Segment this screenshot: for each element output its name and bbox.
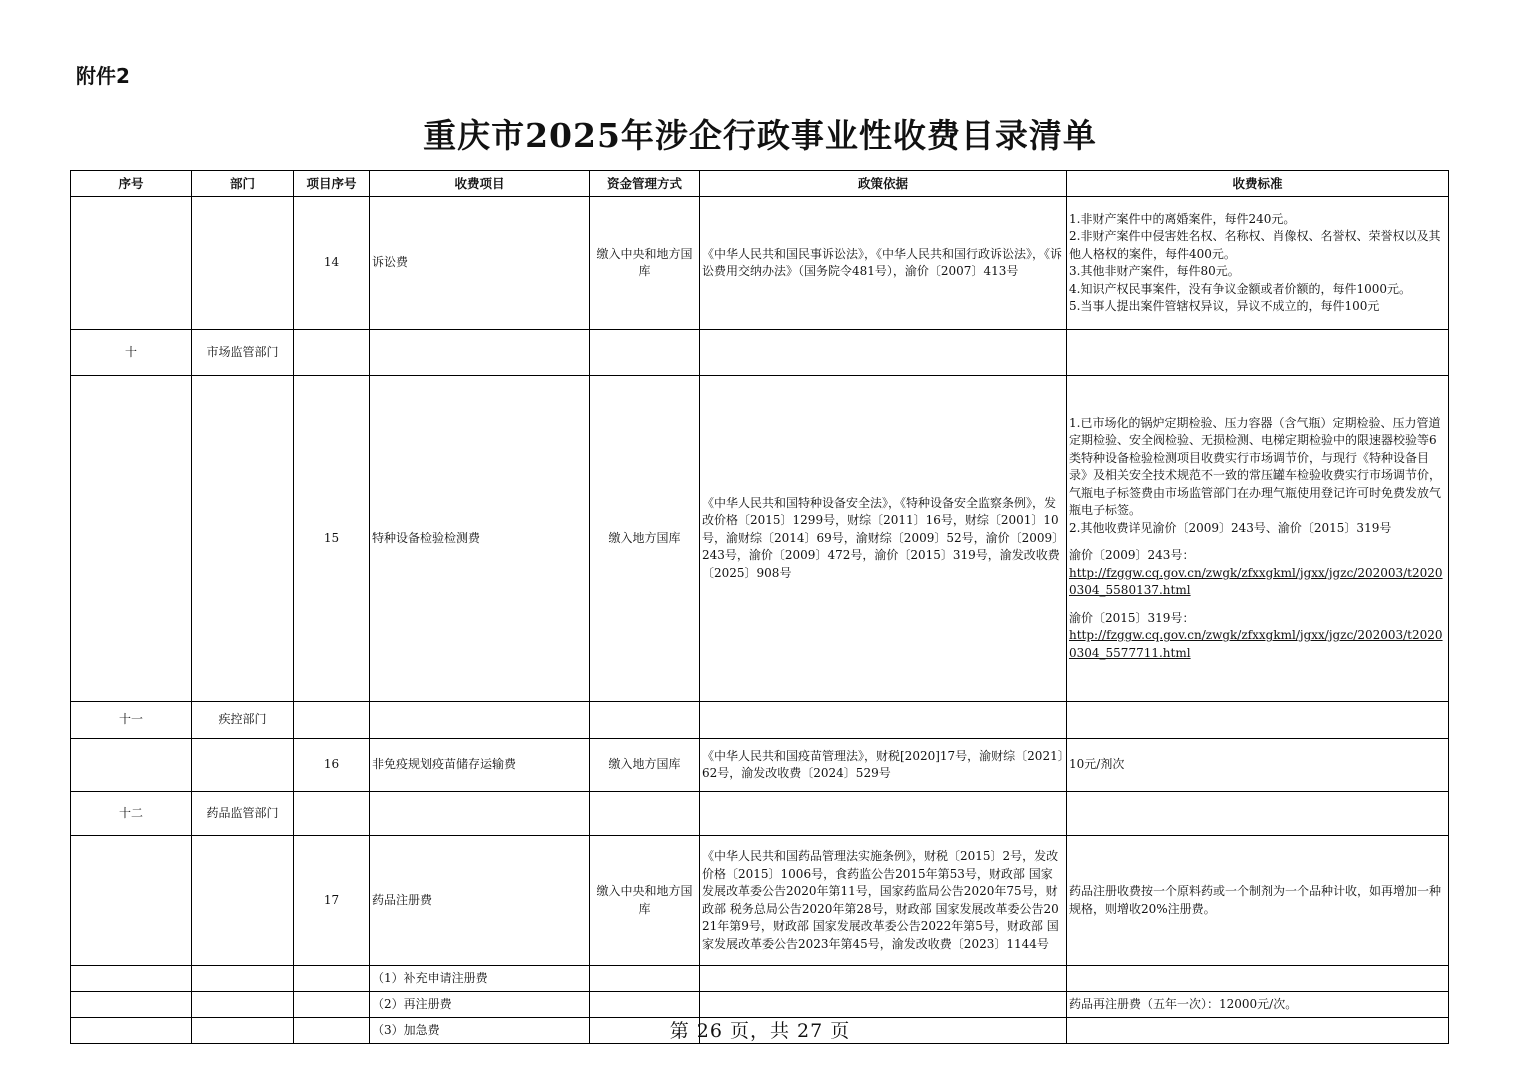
col-header-fund: 资金管理方式 [590, 171, 700, 197]
cell-item-no [294, 966, 370, 992]
policy-link[interactable]: http://fzggw.cq.gov.cn/zwgk/zfxxgkml/jgxx/jgzc/202003/t20200304_5580137.html [1069, 565, 1443, 598]
standard-line: 2.非财产案件中侵害姓名权、名称权、肖像权、名誉权、荣誉权以及其他人格权的案件，每件400元。 [1069, 229, 1441, 261]
table-row [71, 330, 1449, 376]
cell-standard [1067, 702, 1449, 739]
standard-line: 2.其他收费详见渝价〔2009〕243号、渝价〔2015〕319号 [1069, 520, 1392, 535]
cell-basis: 《中华人民共和国药品管理法实施条例》，财税〔2015〕2号，发改价格〔2015〕1006号，食药监公告2015年第53号，财政部 国家发展改革委公告2020年第11号，国家药监局公告2020年75号，财政部 税务总局公告2020年第28号，财政部 国家发展改革委公告2021年第9号，财政部 国家发展改革委公告2022年第5号，财政部 国家发展改革委公告2023年第45号，渝发改收费〔2023〕1144号 [700, 836, 1067, 966]
table-row [71, 376, 1449, 702]
cell-seq [71, 966, 192, 992]
standard-line: 4.知识产权民事案件，没有争议金额或者价额的，每件1000元。 [1069, 281, 1411, 296]
cell-basis: 《中华人民共和国民事诉讼法》，《中华人民共和国行政诉讼法》，《诉讼费用交纳办法》（国务院令481号），渝价〔2007〕413号 [700, 197, 1067, 330]
cell-item-no: 14 [294, 197, 370, 330]
cell-fund: 缴入地方国库 [590, 376, 700, 702]
cell-basis [700, 330, 1067, 376]
cell-fund [590, 966, 700, 992]
col-header-basis: 政策依据 [700, 171, 1067, 197]
cell-standard [1067, 376, 1449, 702]
page-footer: 第 26 页，共 27 页 [669, 1020, 851, 1042]
cell-fund [590, 992, 700, 1018]
table-row [71, 702, 1449, 739]
cell-seq [71, 739, 192, 792]
cell-dept [192, 836, 294, 966]
cell-item [370, 702, 590, 739]
cell-fund: 缴入中央和地方国库 [590, 197, 700, 330]
cell-basis [700, 792, 1067, 836]
cell-standard [1067, 739, 1449, 792]
col-header-item-no: 项目序号 [294, 171, 370, 197]
cell-dept [192, 739, 294, 792]
cell-standard [1067, 836, 1449, 966]
cell-item [370, 792, 590, 836]
cell-dept [192, 966, 294, 992]
cell-item-no [294, 792, 370, 836]
standard-line: 5.当事人提出案件管辖权异议，异议不成立的，每件100元 [1069, 299, 1380, 313]
table-row [71, 739, 1449, 792]
table-header-row [71, 171, 1449, 197]
standard-line: 3.其他非财产案件，每件80元。 [1069, 264, 1240, 278]
attachment-label: 附件2 [76, 64, 130, 88]
cell-dept: 市场监管部门 [192, 330, 294, 376]
cell-seq: 十一 [71, 702, 192, 739]
cell-seq [71, 376, 192, 702]
table-row [71, 966, 1449, 992]
cell-item-no: 17 [294, 836, 370, 966]
page-title: 重庆市2025年涉企行政事业性收费目录清单 [423, 116, 1097, 155]
cell-dept: 疾控部门 [192, 702, 294, 739]
cell-dept [192, 197, 294, 330]
cell-item: 药品注册费 [370, 836, 590, 966]
cell-fund [590, 792, 700, 836]
cell-standard [1067, 330, 1449, 376]
col-header-dept: 部门 [192, 171, 294, 197]
cell-item: 非免疫规划疫苗储存运输费 [370, 739, 590, 792]
cell-seq: 十 [71, 330, 192, 376]
cell-standard [1067, 966, 1449, 992]
standard-line: 10元/剂次 [1069, 757, 1125, 772]
cell-item-no [294, 330, 370, 376]
cell-item: （1）补充申请注册费 [370, 966, 590, 992]
cell-item-no [294, 702, 370, 739]
cell-item: （2）再注册费 [370, 992, 590, 1018]
cell-standard [1067, 992, 1449, 1018]
cell-item: 诉讼费 [370, 197, 590, 330]
cell-item-no [294, 992, 370, 1018]
cell-standard [1067, 197, 1449, 330]
cell-seq: 十二 [71, 792, 192, 836]
cell-item-no: 15 [294, 376, 370, 702]
cell-fund [590, 330, 700, 376]
cell-basis: 《中华人民共和国特种设备安全法》，《特种设备安全监察条例》，发改价格〔2015〕1299号，财综〔2011〕16号，财综〔2001〕10号，渝财综〔2014〕69号，渝财综〔2009〕52号，渝价〔2009〕243号，渝价〔2009〕472号，渝价〔2015〕319号，渝发改收费〔2025〕908号 [700, 376, 1067, 702]
col-header-standard: 收费标准 [1067, 171, 1449, 197]
policy-link[interactable]: http://fzggw.cq.gov.cn/zwgk/zfxxgkml/jgxx/jgzc/202003/t20200304_5577711.html [1069, 628, 1443, 660]
table-row [71, 197, 1449, 330]
cell-dept: 药品监管部门 [192, 792, 294, 836]
link-label: 渝价〔2009〕243号： [1069, 548, 1195, 563]
col-header-seq: 序号 [71, 171, 192, 197]
table-row [71, 792, 1449, 836]
cell-basis [700, 702, 1067, 739]
standard-line: 药品注册收费按一个原料药或一个制剂为一个品种计收，如再增加一种规格，则增收20%注册费。 [1069, 884, 1442, 916]
cell-item-no: 16 [294, 739, 370, 792]
table-row [71, 836, 1449, 966]
cell-dept [192, 992, 294, 1018]
cell-seq [71, 836, 192, 966]
cell-basis [700, 992, 1067, 1018]
cell-item: 特种设备检验检测费 [370, 376, 590, 702]
cell-fund [590, 702, 700, 739]
link-label: 渝价〔2015〕319号： [1069, 610, 1195, 625]
cell-standard [1067, 792, 1449, 836]
table-row [71, 992, 1449, 1018]
cell-seq [71, 197, 192, 330]
cell-dept [192, 376, 294, 702]
cell-item: （3）加急费 [370, 1018, 590, 1044]
col-header-item: 收费项目 [370, 171, 590, 197]
cell-seq [71, 992, 192, 1018]
fee-table [70, 170, 1449, 1044]
standard-line: 药品再注册费（五年一次）：12000元/次。 [1069, 996, 1298, 1011]
standard-line: 1.非财产案件中的离婚案件，每件240元。 [1069, 211, 1296, 226]
cell-item [370, 330, 590, 376]
cell-basis: 《中华人民共和国疫苗管理法》，财税[2020]17号，渝财综〔2021〕62号，渝发改收费〔2024〕529号 [700, 739, 1067, 792]
standard-line: 1.已市场化的锅炉定期检验、压力容器（含气瓶）定期检验、压力管道定期检验、安全阀检验、无损检测、电梯定期检验中的限速器校验等6类特种设备检验检测项目收费实行市场调节价，与现行《特种设备目录》及相关安全技术规范不一致的常压罐车检验收费实行市场调节价，气瓶电子标签费由市场监管部门在办理气瓶使用登记许可时免费发放气瓶电子标签。 [1069, 415, 1442, 518]
cell-basis [700, 966, 1067, 992]
cell-fund: 缴入地方国库 [590, 739, 700, 792]
cell-fund: 缴入中央和地方国库 [590, 836, 700, 966]
